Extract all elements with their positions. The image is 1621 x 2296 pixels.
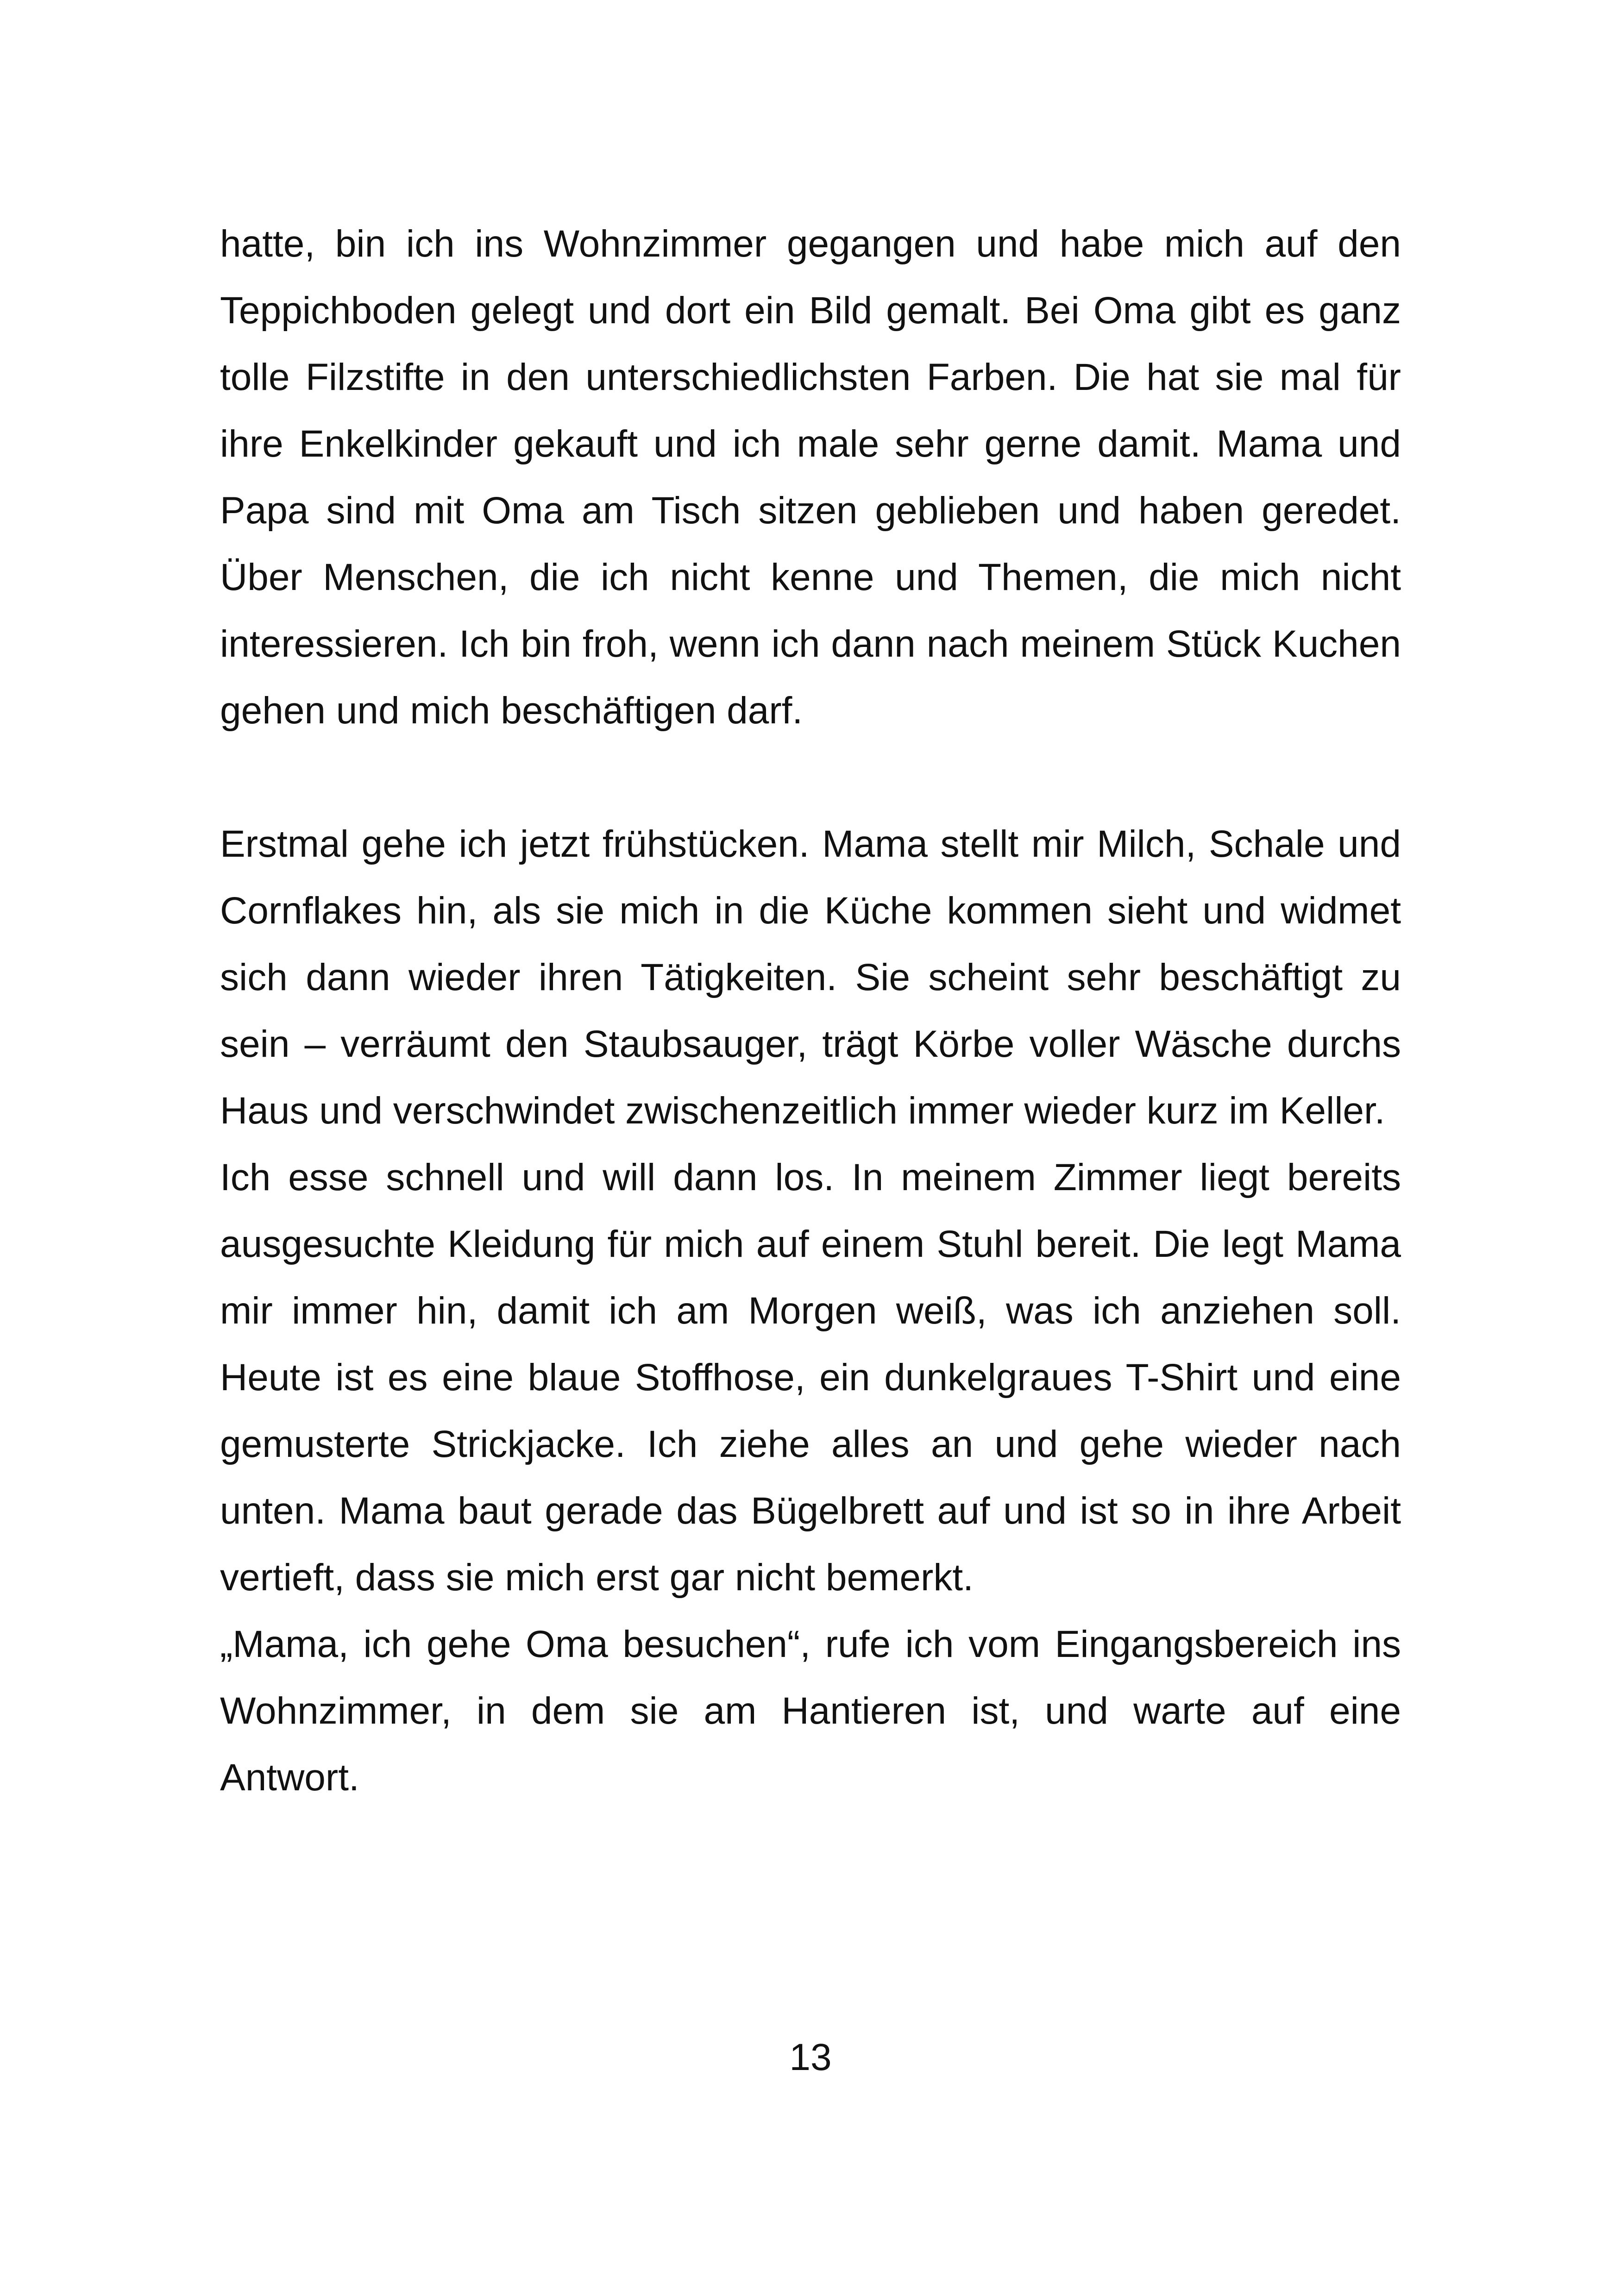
paragraph-1: hatte, bin ich ins Wohnzimmer gegangen und habe mich auf den Teppichboden gelegt und dort ein Bild gemalt. Bei Oma gibt es ganz tolle Filzstifte in den unterschiedlichsten Farben. Die hat sie mal für ihre Enkelkinder gekauft und ich male sehr gerne damit. Mama und Papa sind mit Oma am Tisch sitzen geblieben und haben geredet. Über Menschen, die ich nicht kenne und Themen, die mich nicht interessieren. Ich bin froh, wenn ich dann nach meinem Stück Kuchen gehen und mich beschäftigen darf. [220, 223, 1401, 732]
page-number: 13 [789, 2036, 832, 2078]
paragraph-4: „Mama, ich gehe Oma besuchen“, rufe ich vom Eingangsbereich ins Wohnzimmer, in dem sie am Hantieren ist, und warte auf eine Antwort. [220, 1623, 1401, 1799]
paragraph-gap [220, 744, 1401, 811]
paragraph-3: Ich esse schnell und will dann los. In meinem Zimmer liegt bereits ausgesuchte Kleidung für mich auf einem Stuhl bereit. Die legt Mama mir immer hin, damit ich am Morgen weiß, was ich anziehen soll. Heute ist es eine blaue Stoffhose, ein dunkelgraues T-Shirt und eine gemusterte Strickjacke. Ich ziehe alles an und gehe wieder nach unten. Mama baut gerade das Bügelbrett auf und ist so in ihre Arbeit vertieft, dass sie mich erst gar nicht bemerkt. [220, 1156, 1401, 1599]
body-text [220, 211, 1401, 1811]
paragraph-2: Erstmal gehe ich jetzt frühstücken. Mama stellt mir Milch, Schale und Cornflakes hin, als sie mich in die Küche kommen sieht und widmet sich dann wieder ihren Tätigkeiten. Sie scheint sehr beschäftigt zu sein – verräumt den Staubsauger, trägt Körbe voller Wäsche durchs Haus und verschwindet zwischenzeitlich immer wieder kurz im Keller. [220, 823, 1401, 1132]
